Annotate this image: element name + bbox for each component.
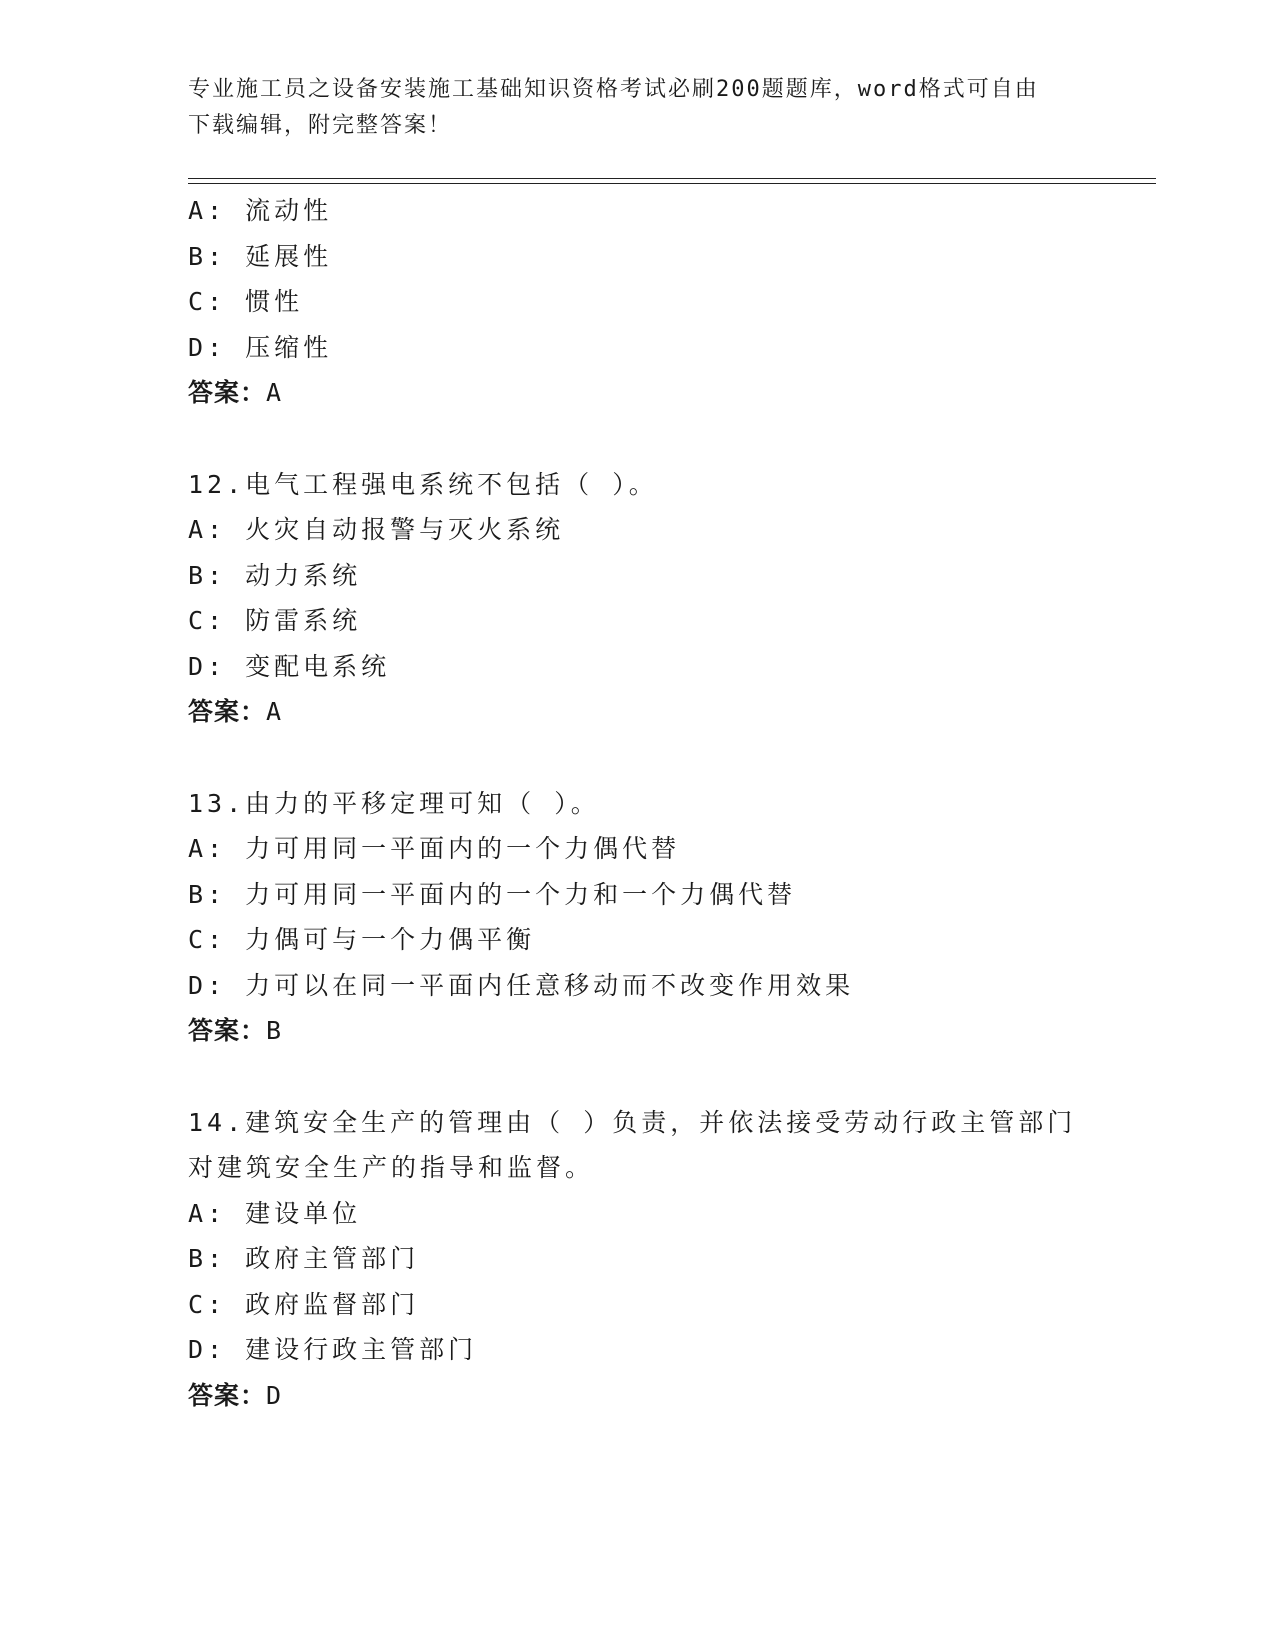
question-block-13: [188, 781, 1128, 1054]
option-b: B: 力可用同一平面内的一个力和一个力偶代替: [188, 879, 797, 909]
option-b: B: 政府主管部门: [188, 1244, 420, 1273]
document-header: [188, 72, 1068, 144]
answer-line: [188, 1008, 1128, 1054]
question-block-12: [188, 462, 1128, 735]
option-a: A: 火灾自动报警与灭火系统: [188, 515, 565, 544]
option-d: D: 建设行政主管部门: [188, 1335, 478, 1364]
option-c: C: 惯性: [188, 287, 304, 316]
question-text-line-1: 14.建筑安全生产的管理由（ ）负责，并依法接受劳动行政主管部门: [188, 1107, 1077, 1137]
option-d: D: 力可以在同一平面内任意移动而不改变作用效果: [188, 970, 855, 1000]
option-c: C: 政府监督部门: [188, 1289, 420, 1319]
question-block-11: [188, 188, 1128, 416]
answer-label: 答案：: [188, 378, 267, 407]
answer-line: [188, 689, 1128, 735]
option-a: A: 建设单位: [188, 1198, 362, 1228]
header-line-2: 下载编辑，附完整答案！: [188, 113, 453, 138]
option-a: A: 力可用同一平面内的一个力偶代替: [188, 834, 681, 863]
answer-line: [188, 370, 1128, 416]
header-rule-top: [188, 178, 1156, 179]
option-d: D: 压缩性: [188, 332, 333, 362]
answer-value: A: [266, 378, 283, 407]
option-a: A: 流动性: [188, 196, 333, 225]
question-text: 12.电气工程强电系统不包括（ ）。: [188, 469, 658, 499]
option-b: B: 延展性: [188, 241, 333, 271]
option-c: C: 防雷系统: [188, 606, 362, 635]
question-text-line-2: 对建筑安全生产的指导和监督。: [188, 1153, 595, 1182]
option-d: D: 变配电系统: [188, 651, 391, 681]
header-line-1: 专业施工员之设备安装施工基础知识资格考试必刷200题题库，word格式可自由: [188, 77, 1039, 102]
question-text: 13.由力的平移定理可知（ ）。: [188, 788, 600, 818]
question-list: [188, 188, 1128, 1418]
answer-label: 答案：: [188, 1016, 267, 1045]
option-b: B: 动力系统: [188, 560, 362, 590]
answer-value: A: [266, 697, 283, 726]
answer-label: 答案：: [188, 1380, 267, 1410]
answer-line: [188, 1373, 1128, 1419]
answer-label: 答案：: [188, 697, 267, 726]
answer-value: B: [266, 1016, 283, 1045]
option-c: C: 力偶可与一个力偶平衡: [188, 925, 536, 954]
answer-value: D: [266, 1380, 283, 1410]
header-rule-bottom: [188, 183, 1156, 184]
question-block-14: [188, 1100, 1128, 1419]
